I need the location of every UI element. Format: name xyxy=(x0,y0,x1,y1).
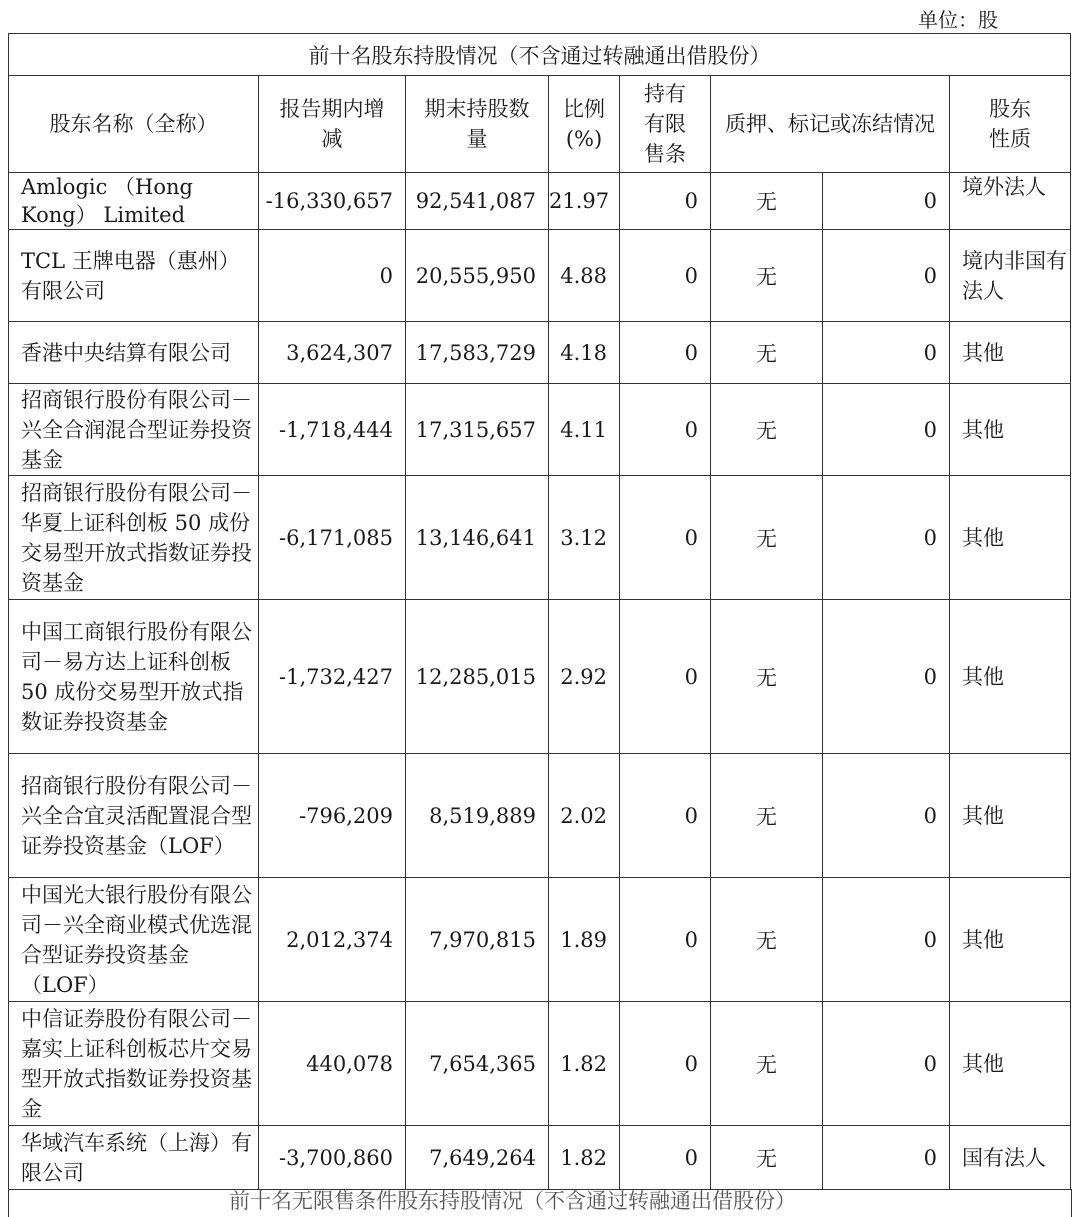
table-row xyxy=(9,322,1071,384)
pledge-status: 无 xyxy=(711,322,823,384)
shareholder-nature: 其他 xyxy=(950,322,1071,384)
ratio-value: 1.82 xyxy=(549,1002,620,1126)
next-table-title: 前十名无限售条件股东持股情况（不含通过转融通出借股份） xyxy=(229,1189,796,1213)
table-row xyxy=(9,1002,1071,1126)
pledge-qty: 0 xyxy=(823,230,950,322)
header-name: 股东名称（全称） xyxy=(9,76,259,173)
header-ratio: 比例(%) xyxy=(549,76,620,173)
change-value: 3,624,307 xyxy=(259,322,406,384)
shares-value: 8,519,889 xyxy=(406,754,549,878)
pledge-status: 无 xyxy=(711,754,823,878)
table-row xyxy=(9,173,1071,230)
shareholder-name: 中国工商银行股份有限公司－易方达上证科创板 50 成份交易型开放式指数证券投资基金 xyxy=(9,600,259,754)
pledge-qty: 0 xyxy=(823,1002,950,1126)
shareholder-nature: 其他 xyxy=(950,384,1071,476)
shares-value: 20,555,950 xyxy=(406,230,549,322)
shareholder-name: 招商银行股份有限公司－兴全合宜灵活配置混合型证券投资基金（LOF） xyxy=(9,754,259,878)
shareholder-name: TCL 王牌电器（惠州）有限公司 xyxy=(9,230,259,322)
restricted-value: 0 xyxy=(620,878,711,1002)
shareholder-name: 中国光大银行股份有限公司－兴全商业模式优选混合型证券投资基金（LOF） xyxy=(9,878,259,1002)
table-row xyxy=(9,754,1071,878)
shareholder-name: 招商银行股份有限公司－兴全合润混合型证券投资基金 xyxy=(9,384,259,476)
shareholder-nature: 境内非国有法人 xyxy=(950,230,1071,322)
table-row xyxy=(9,600,1071,754)
restricted-value: 0 xyxy=(620,230,711,322)
shareholder-name: 招商银行股份有限公司－华夏上证科创板 50 成份交易型开放式指数证券投资基金 xyxy=(9,476,259,600)
unit-label: 单位：股 xyxy=(918,8,998,32)
shareholder-nature: 其他 xyxy=(950,600,1071,754)
ratio-value: 2.92 xyxy=(549,600,620,754)
pledge-status: 无 xyxy=(711,878,823,1002)
table-row xyxy=(9,878,1071,1002)
table-row xyxy=(9,476,1071,600)
table-row xyxy=(9,384,1071,476)
shareholder-nature: 国有法人 xyxy=(950,1126,1071,1190)
shareholder-name: 华域汽车系统（上海）有限公司 xyxy=(9,1126,259,1190)
header-restricted: 持有有限售条 xyxy=(620,76,711,173)
shares-value: 17,315,657 xyxy=(406,384,549,476)
shareholder-nature: 其他 xyxy=(950,754,1071,878)
change-value: 0 xyxy=(259,230,406,322)
change-value: -1,732,427 xyxy=(259,600,406,754)
pledge-status: 无 xyxy=(711,173,823,230)
ratio-value: 3.12 xyxy=(549,476,620,600)
shareholder-nature: 其他 xyxy=(950,476,1071,600)
shares-value: 12,285,015 xyxy=(406,600,549,754)
change-value: 2,012,374 xyxy=(259,878,406,1002)
restricted-value: 0 xyxy=(620,173,711,230)
top-ten-shareholders-table xyxy=(8,33,1071,1190)
pledge-qty: 0 xyxy=(823,1126,950,1190)
pledge-status: 无 xyxy=(711,600,823,754)
ratio-value: 1.82 xyxy=(549,1126,620,1190)
pledge-qty: 0 xyxy=(823,384,950,476)
ratio-value: 4.88 xyxy=(549,230,620,322)
change-value: 440,078 xyxy=(259,1002,406,1126)
shareholder-name: 香港中央结算有限公司 xyxy=(9,322,259,384)
shareholder-nature: 其他 xyxy=(950,878,1071,1002)
ratio-value: 2.02 xyxy=(549,754,620,878)
pledge-qty: 0 xyxy=(823,878,950,1002)
shareholder-nature: 其他 xyxy=(950,1002,1071,1126)
pledge-qty: 0 xyxy=(823,476,950,600)
ratio-value: 21.97 xyxy=(549,173,620,230)
change-value: -6,171,085 xyxy=(259,476,406,600)
change-value: -16,330,657 xyxy=(259,173,406,230)
pledge-qty: 0 xyxy=(823,322,950,384)
restricted-value: 0 xyxy=(620,600,711,754)
change-value: -1,718,444 xyxy=(259,384,406,476)
ratio-value: 4.11 xyxy=(549,384,620,476)
table-title: 前十名股东持股情况（不含通过转融通出借股份） xyxy=(9,34,1071,76)
pledge-qty: 0 xyxy=(823,173,950,230)
restricted-value: 0 xyxy=(620,1002,711,1126)
header-nature: 股东性质 xyxy=(950,76,1071,173)
shares-value: 92,541,087 xyxy=(406,173,549,230)
shareholder-name: Amlogic （Hong Kong） Limited xyxy=(9,173,259,230)
shares-value: 13,146,641 xyxy=(406,476,549,600)
table-row xyxy=(9,230,1071,322)
change-value: -3,700,860 xyxy=(259,1126,406,1190)
shares-value: 7,970,815 xyxy=(406,878,549,1002)
restricted-value: 0 xyxy=(620,1126,711,1190)
pledge-status: 无 xyxy=(711,1126,823,1190)
pledge-status: 无 xyxy=(711,1002,823,1126)
pledge-status: 无 xyxy=(711,384,823,476)
change-value: -796,209 xyxy=(259,754,406,878)
restricted-value: 0 xyxy=(620,322,711,384)
shares-value: 17,583,729 xyxy=(406,322,549,384)
header-change: 报告期内增减 xyxy=(259,76,406,173)
ratio-value: 1.89 xyxy=(549,878,620,1002)
shareholder-nature: 境外法人 xyxy=(950,173,1071,230)
restricted-value: 0 xyxy=(620,476,711,600)
header-shares: 期末持股数量 xyxy=(406,76,549,173)
restricted-value: 0 xyxy=(620,384,711,476)
pledge-status: 无 xyxy=(711,230,823,322)
pledge-status: 无 xyxy=(711,476,823,600)
pledge-qty: 0 xyxy=(823,600,950,754)
pledge-qty: 0 xyxy=(823,754,950,878)
restricted-value: 0 xyxy=(620,754,711,878)
shares-value: 7,649,264 xyxy=(406,1126,549,1190)
header-pledge: 质押、标记或冻结情况 xyxy=(711,76,950,173)
ratio-value: 4.18 xyxy=(549,322,620,384)
next-table-cut xyxy=(8,1189,1072,1217)
shareholder-name: 中信证券股份有限公司－嘉实上证科创板芯片交易型开放式指数证券投资基金 xyxy=(9,1002,259,1126)
shares-value: 7,654,365 xyxy=(406,1002,549,1126)
table-row xyxy=(9,1126,1071,1190)
